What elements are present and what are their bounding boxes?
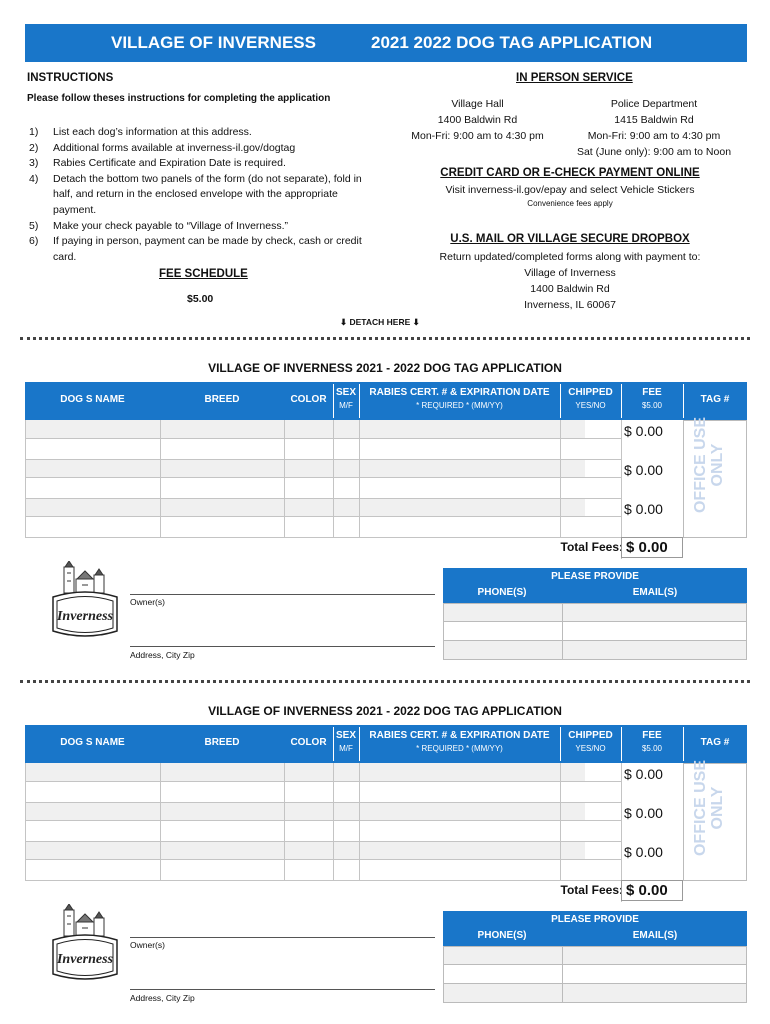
col-rabies: RABIES CERT. # & EXPIRATION DATE * REQUIRED * (MM/YY) (369, 730, 550, 753)
col-fee: FEE $5.00 (641, 730, 663, 753)
col-tag: TAG # (700, 737, 730, 748)
svg-text:Inverness: Inverness (56, 609, 114, 624)
col-sex: SEX M/F (335, 730, 356, 753)
online-payment-heading: CREDIT CARD OR E-CHECK PAYMENT ONLINE (440, 167, 700, 179)
village-hall-address: Village Hall 1400 Baldwin Rd Mon-Fri: 9:00 am to 4:30 pm (411, 98, 544, 142)
col-dog-name: DOG S NAME (60, 394, 125, 405)
contact-row[interactable] (443, 946, 747, 965)
row-fee: $ 0.00 (624, 766, 663, 782)
application-panel-1 (0, 361, 770, 691)
instruction-item: 4) Detach the bottom two panels of the form (do not separate), fold in half, and return in the enclosed envelope with the appropriate payment. (29, 172, 362, 216)
owner-label: Owner(s) (130, 597, 165, 607)
owner-signature-line[interactable] (130, 937, 435, 938)
owner-label: Owner(s) (130, 940, 165, 950)
address-label: Address, City Zip (130, 993, 195, 1003)
instruction-item: 5) Make your check payable to “Village of Inverness.” (29, 219, 289, 232)
application-panel-2 (0, 704, 770, 1024)
instruction-item: 6) If paying in person, payment can be made by check, cash or credit card. (29, 235, 362, 263)
instruction-item: 1) List each dog’s information at this address. (29, 126, 252, 138)
col-dog-name: DOG S NAME (60, 737, 125, 748)
mail-heading: U.S. MAIL OR VILLAGE SECURE DROPBOX (450, 233, 690, 245)
instructions-heading: INSTRUCTIONS (27, 72, 114, 84)
contact-row[interactable] (443, 603, 747, 622)
contact-row[interactable] (443, 984, 747, 1003)
instructions-list (29, 125, 374, 265)
address-label: Address, City Zip (130, 650, 195, 660)
col-breed: BREED (204, 737, 240, 748)
col-color: COLOR (290, 394, 327, 405)
header-application-title: 2021 2022 DOG TAG APPLICATION (371, 33, 653, 52)
fee-schedule-value: $5.00 (187, 293, 214, 305)
col-chipped: CHIPPED YES/NO (568, 387, 613, 410)
col-fee: FEE $5.00 (641, 387, 663, 410)
row-fee: $ 0.00 (624, 844, 663, 860)
table-header (25, 382, 747, 420)
please-provide-label: PLEASE PROVIDE (551, 914, 639, 925)
inverness-logo (47, 561, 123, 643)
col-chipped: CHIPPED YES/NO (568, 730, 613, 753)
total-fees-label: Total Fees: (560, 540, 623, 554)
svg-text:Inverness: Inverness (56, 952, 114, 967)
col-rabies: RABIES CERT. # & EXPIRATION DATE * REQUIRED * (MM/YY) (369, 387, 550, 410)
contact-row[interactable] (443, 641, 747, 660)
contact-table (443, 911, 747, 1003)
email-column-label: EMAIL(S) (632, 930, 678, 941)
total-fees-value: $ 0.00 (621, 537, 683, 558)
row-fee: $ 0.00 (624, 423, 663, 439)
col-sex: SEX M/F (335, 387, 356, 410)
arrow-down-icon: ⬇ (412, 317, 420, 327)
header-banner (25, 24, 747, 62)
row-fee: $ 0.00 (624, 462, 663, 478)
total-fees-label: Total Fees: (560, 883, 623, 897)
contact-row[interactable] (443, 622, 747, 641)
col-tag: TAG # (700, 394, 730, 405)
in-person-heading: IN PERSON SERVICE (516, 72, 633, 84)
please-provide-label: PLEASE PROVIDE (551, 571, 639, 582)
phone-column-label: PHONE(S) (477, 587, 527, 598)
email-column-label: EMAIL(S) (632, 587, 678, 598)
mail-address: Return updated/completed forms along with payment to: Village of Inverness 1400 Baldwin Rd Inverness, IL 60067 (439, 251, 701, 311)
contact-table-header (443, 911, 747, 946)
table-header (25, 725, 747, 763)
col-color: COLOR (290, 737, 327, 748)
total-fees-value: $ 0.00 (621, 880, 683, 901)
row-fee: $ 0.00 (624, 805, 663, 821)
header-village-title: VILLAGE OF INVERNESS (111, 33, 316, 52)
instructions-subheading: Please follow theses instructions for completing the application (27, 93, 331, 104)
contact-row[interactable] (443, 965, 747, 984)
instruction-item: 2) Additional forms available at inverness-il.gov/dogtag (29, 141, 296, 154)
contact-table-header (443, 568, 747, 603)
contact-table (443, 568, 747, 660)
address-line[interactable] (130, 989, 435, 990)
detach-here-label: ⬇ DETACH HERE ⬇ (340, 317, 420, 327)
panel-title: VILLAGE OF INVERNESS 2021 - 2022 DOG TAG APPLICATION (208, 704, 562, 718)
phone-column-label: PHONE(S) (477, 930, 527, 941)
col-breed: BREED (204, 394, 240, 405)
address-line[interactable] (130, 646, 435, 647)
row-fee: $ 0.00 (624, 501, 663, 517)
instruction-item: 3) Rabies Certificate and Expiration Date is required. (29, 157, 286, 170)
convenience-fee-note: Convenience fees apply (527, 199, 613, 208)
panel-title: VILLAGE OF INVERNESS 2021 - 2022 DOG TAG APPLICATION (208, 361, 562, 375)
fee-schedule-heading: FEE SCHEDULE (159, 268, 248, 280)
office-use-label: OFFICE USE ONLY (692, 760, 726, 857)
inverness-logo (47, 904, 123, 986)
detach-dotted-line (20, 337, 750, 340)
office-use-box (683, 760, 747, 881)
arrow-down-icon: ⬇ (340, 317, 348, 327)
office-use-label: OFFICE USE ONLY (692, 417, 726, 514)
owner-signature-line[interactable] (130, 594, 435, 595)
police-department-address: Police Department 1415 Baldwin Rd Mon-Fri: 9:00 am to 4:30 pm Sat (June only): 9:00 am to Noon (576, 98, 732, 158)
office-use-box (683, 417, 747, 538)
online-payment-text: Visit inverness-il.gov/epay and select Vehicle Stickers (445, 184, 695, 196)
